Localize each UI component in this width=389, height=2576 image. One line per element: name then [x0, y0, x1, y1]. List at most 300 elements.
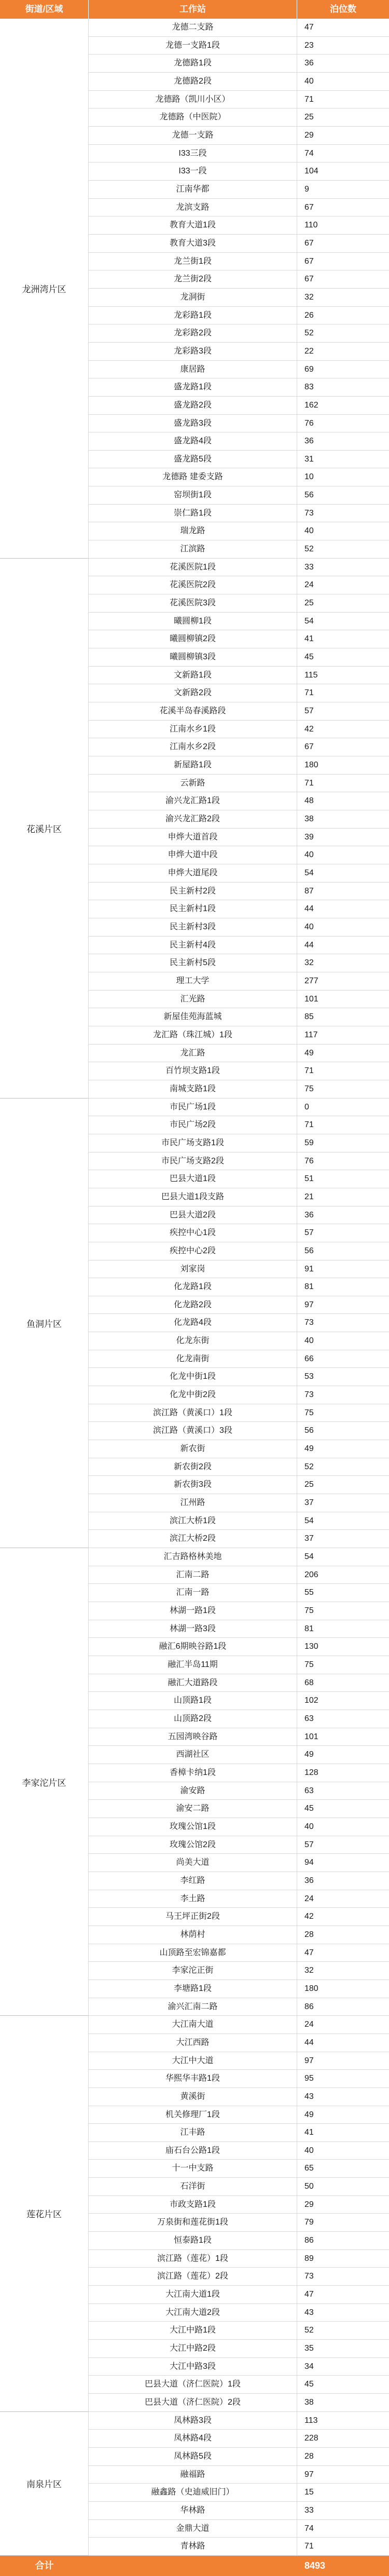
workstation-cell: 新农街: [89, 1440, 297, 1458]
workstation-cell: 大江南大道: [89, 2016, 297, 2033]
workstation-cell: 融福路: [89, 2466, 297, 2484]
workstation-cell: 窑坝街1段: [89, 486, 297, 504]
spaces-cell: 67: [304, 275, 314, 284]
spaces-cell: 36: [304, 437, 314, 446]
spaces-cell: 59: [304, 1138, 314, 1147]
table-row: [89, 937, 389, 955]
workstation-cell: 江州路: [89, 1494, 297, 1512]
workstation-cell: 李塘路1段: [89, 1980, 297, 1998]
spaces-cell: 86: [304, 2236, 314, 2245]
table-row: [89, 613, 389, 631]
table-row: [89, 1045, 389, 1063]
workstation-cell: 民主新村5段: [89, 954, 297, 972]
table-footer: [0, 2556, 389, 2576]
spaces-cell: 43: [304, 2308, 314, 2317]
table-row: [89, 1080, 389, 1099]
table-row: [89, 1764, 389, 1782]
workstation-cell: 盛龙路1段: [89, 378, 297, 396]
spaces-cell: 47: [304, 23, 314, 32]
table-row: [89, 2088, 389, 2106]
workstation-cell: 华林路: [89, 2502, 297, 2519]
workstation-cell: 万泉街和莲花街1段: [89, 2214, 297, 2231]
table-row: [89, 2448, 389, 2466]
spaces-cell: 29: [304, 130, 314, 140]
spaces-cell: 74: [304, 148, 314, 158]
table-row: [89, 991, 389, 1009]
district-cell: 花溪片区: [0, 559, 89, 1099]
spaces-cell: 32: [304, 958, 314, 968]
table-row: [89, 1854, 389, 1872]
workstation-cell: 南城支路1段: [89, 1080, 297, 1098]
table-row: [89, 253, 389, 271]
spaces-cell: 65: [304, 2164, 314, 2173]
table-row: [89, 55, 389, 73]
spaces-cell: 42: [304, 1912, 314, 1921]
spaces-cell: 162: [304, 400, 318, 410]
table-row: [89, 2106, 389, 2124]
table-row: [89, 702, 389, 721]
spaces-cell: 228: [304, 2434, 318, 2443]
spaces-cell: 75: [304, 1606, 314, 1616]
table-row: [89, 721, 389, 739]
spaces-cell: 104: [304, 167, 318, 176]
table-row: [89, 684, 389, 702]
workstation-cell: 市政支路1段: [89, 2196, 297, 2214]
spaces-cell: 47: [304, 2290, 314, 2299]
spaces-cell: 25: [304, 1480, 314, 1489]
table-row: [89, 270, 389, 289]
spaces-cell: 36: [304, 59, 314, 68]
spaces-cell: 41: [304, 2128, 314, 2137]
workstation-cell: 林湖一路3段: [89, 1620, 297, 1638]
spaces-cell: 50: [304, 2182, 314, 2191]
workstation-cell: 民主新村1段: [89, 900, 297, 918]
workstation-cell: 凤林路3段: [89, 2412, 297, 2430]
spaces-cell: 67: [304, 202, 314, 212]
table-row: [89, 648, 389, 667]
workstation-cell: 化龙南街: [89, 1350, 297, 1368]
spaces-cell: 22: [304, 346, 314, 356]
workstation-cell: 玫瑰公馆1段: [89, 1818, 297, 1836]
table-row: [89, 1008, 389, 1026]
spaces-cell: 75: [304, 1408, 314, 1417]
workstation-cell: 市民广场2段: [89, 1116, 297, 1134]
table-row: [89, 522, 389, 540]
spaces-cell: 49: [304, 1048, 314, 1057]
spaces-cell: 44: [304, 904, 314, 914]
workstation-cell: 龙兰街1段: [89, 253, 297, 270]
table-row: [89, 343, 389, 361]
workstation-cell: 华熙华丰路1段: [89, 2070, 297, 2087]
table-row: [89, 667, 389, 685]
table-row: [89, 2430, 389, 2448]
table-row: [89, 1332, 389, 1350]
spaces-cell: 54: [304, 616, 314, 626]
table-row: [89, 918, 389, 937]
workstation-cell: 龙彩路2段: [89, 324, 297, 342]
table-row: [89, 576, 389, 594]
workstation-cell: 黄溪街: [89, 2088, 297, 2106]
table-row: [89, 1260, 389, 1279]
table-row: [89, 2214, 389, 2232]
workstation-cell: 文新路2段: [89, 684, 297, 702]
table-row: [89, 559, 389, 577]
workstation-cell: 渝兴汇南二路: [89, 1998, 297, 2016]
spaces-cell: 52: [304, 545, 314, 554]
table-row: [89, 954, 389, 972]
spaces-cell: 97: [304, 2056, 314, 2065]
district-cell: 鱼洞片区: [0, 1099, 89, 1548]
workstation-cell: 疾控中心1段: [89, 1224, 297, 1242]
workstation-cell: 林荫村: [89, 1926, 297, 1944]
spaces-cell: 37: [304, 1498, 314, 1508]
table-row: [89, 1656, 389, 1674]
table-row: [89, 1980, 389, 1998]
spaces-cell: 95: [304, 2074, 314, 2083]
workstation-cell: 李土路: [89, 1890, 297, 1908]
spaces-cell: 41: [304, 634, 314, 644]
spaces-cell: 81: [304, 1624, 314, 1633]
table-row: [89, 1350, 389, 1368]
spaces-cell: 67: [304, 238, 314, 248]
workstation-cell: 滨江大桥2段: [89, 1530, 297, 1548]
table-row: [89, 738, 389, 756]
spaces-cell: 67: [304, 256, 314, 266]
workstation-cell: 渝安路: [89, 1782, 297, 1800]
table-row: [89, 1386, 389, 1404]
table-row: [89, 1116, 389, 1134]
workstation-cell: 石洋街: [89, 2178, 297, 2195]
spaces-cell: 206: [304, 1570, 318, 1579]
spaces-cell: 42: [304, 724, 314, 734]
workstation-cell: I33一段: [89, 162, 297, 180]
workstation-cell: 化龙路1段: [89, 1278, 297, 1296]
header-workstation: 工作站: [89, 0, 297, 19]
spaces-cell: 63: [304, 1786, 314, 1795]
table-row: [89, 1422, 389, 1440]
spaces-cell: 54: [304, 1552, 314, 1562]
workstation-cell: 滨江路（莲花）1段: [89, 2250, 297, 2268]
spaces-cell: 32: [304, 1966, 314, 1975]
district-cell: 李家沱片区: [0, 1548, 89, 2016]
spaces-cell: 56: [304, 491, 314, 500]
spaces-cell: 31: [304, 454, 314, 464]
spaces-cell: 76: [304, 418, 314, 428]
spaces-cell: 73: [304, 1390, 314, 1400]
header-spaces: 泊位数: [330, 4, 356, 14]
table-row: [89, 2034, 389, 2052]
spaces-cell: 94: [304, 1858, 314, 1867]
table-row: [89, 19, 389, 37]
spaces-cell: 83: [304, 383, 314, 392]
table-row: [89, 2016, 389, 2034]
workstation-cell: 花溪半岛春溪路段: [89, 702, 297, 720]
spaces-cell: 76: [304, 1156, 314, 1165]
spaces-cell: 40: [304, 1822, 314, 1831]
spaces-cell: 21: [304, 1192, 314, 1201]
table-row: [89, 1944, 389, 1962]
workstation-cell: 化龙中街1段: [89, 1368, 297, 1386]
workstation-cell: 化龙路4段: [89, 1314, 297, 1332]
spaces-cell: 29: [304, 2200, 314, 2209]
table-row: [89, 1314, 389, 1332]
workstation-cell: 新屋佳苑海蓝城: [89, 1008, 297, 1026]
table-row: [89, 1872, 389, 1890]
workstation-cell: 市民广场支路2段: [89, 1153, 297, 1170]
spaces-cell: 44: [304, 940, 314, 950]
workstation-cell: 市民广场支路1段: [89, 1134, 297, 1152]
table-row: [89, 1998, 389, 2016]
table-row: [89, 2538, 389, 2556]
total-value: 8493: [304, 2560, 326, 2571]
table-row: [89, 2250, 389, 2268]
workstation-cell: 新屋路1段: [89, 756, 297, 774]
table-row: [89, 1404, 389, 1422]
spaces-cell: 91: [304, 1264, 314, 1273]
table-row: [89, 2394, 389, 2412]
spaces-cell: 49: [304, 1750, 314, 1759]
table-row: [89, 1458, 389, 1476]
total-label: 合计: [35, 2560, 54, 2571]
table-row: [89, 415, 389, 433]
spaces-cell: 73: [304, 508, 314, 518]
workstation-cell: 大江中大道: [89, 2052, 297, 2070]
workstation-cell: 大江南大道2段: [89, 2304, 297, 2322]
workstation-cell: 曦圆柳镇3段: [89, 648, 297, 666]
table-row: [89, 829, 389, 847]
table-row: [89, 2412, 389, 2430]
spaces-cell: 71: [304, 778, 314, 788]
spaces-cell: 180: [304, 761, 318, 770]
spaces-cell: 81: [304, 1282, 314, 1292]
spaces-cell: 40: [304, 850, 314, 860]
spaces-cell: 28: [304, 1930, 314, 1939]
table-row: [89, 145, 389, 163]
table-row: [89, 127, 389, 145]
spaces-cell: 57: [304, 1228, 314, 1238]
workstation-cell: 新农街3段: [89, 1476, 297, 1494]
spaces-cell: 38: [304, 815, 314, 824]
workstation-cell: 龙德路 建委支路: [89, 468, 297, 486]
table-row: [89, 1692, 389, 1710]
spaces-cell: 101: [304, 994, 318, 1004]
table-row: [89, 810, 389, 829]
spaces-cell: 52: [304, 1462, 314, 1471]
workstation-cell: 龙兰街2段: [89, 270, 297, 288]
table-row: [89, 2322, 389, 2340]
header-district: 街道/区域: [0, 0, 89, 19]
spaces-cell: 110: [304, 221, 318, 230]
district-cell: 南泉片区: [0, 2412, 89, 2556]
table-row: [89, 2178, 389, 2196]
spaces-cell: 54: [304, 1516, 314, 1525]
workstation-cell: 民主新村3段: [89, 918, 297, 936]
spaces-cell: 9: [304, 184, 309, 194]
workstation-cell: 林湖一路1段: [89, 1602, 297, 1620]
table-row: [89, 1242, 389, 1260]
table-row: [89, 1296, 389, 1314]
spaces-cell: 49: [304, 1444, 314, 1454]
spaces-cell: 47: [304, 1948, 314, 1957]
spaces-cell: 37: [304, 1534, 314, 1543]
workstation-cell: 市民广场1段: [89, 1099, 297, 1116]
spaces-cell: 101: [304, 1732, 318, 1741]
spaces-cell: 117: [304, 1030, 318, 1039]
spaces-cell: 45: [304, 1804, 314, 1813]
workstation-cell: 文新路1段: [89, 667, 297, 684]
workstation-cell: 大江中路2段: [89, 2340, 297, 2357]
table-row: [89, 505, 389, 523]
workstation-cell: 融汇半岛11期: [89, 1656, 297, 1674]
spaces-cell: 23: [304, 40, 314, 50]
table-row: [89, 181, 389, 199]
workstation-cell: 渝兴龙汇路2段: [89, 810, 297, 828]
table-row: [89, 216, 389, 235]
workstation-cell: 龙汇路: [89, 1045, 297, 1062]
spaces-cell: 97: [304, 2470, 314, 2479]
spaces-cell: 33: [304, 2506, 314, 2515]
workstation-cell: 曦圆柳1段: [89, 613, 297, 630]
workstation-cell: 化龙东街: [89, 1332, 297, 1350]
spaces-cell: 68: [304, 1678, 314, 1687]
table-row: [89, 2502, 389, 2520]
workstation-cell: 尚美大道: [89, 1854, 297, 1872]
workstation-cell: 龙德一支路1段: [89, 37, 297, 55]
workstation-cell: 云新路: [89, 775, 297, 792]
spaces-cell: 25: [304, 113, 314, 122]
table-row: [89, 1206, 389, 1225]
workstation-cell: 汇南二路: [89, 1566, 297, 1584]
table-row: [89, 1962, 389, 1980]
spaces-cell: 45: [304, 653, 314, 662]
spaces-cell: 24: [304, 2020, 314, 2029]
workstation-cell: 申烨大道中段: [89, 846, 297, 864]
workstation-cell: 汇南一路: [89, 1584, 297, 1602]
workstation-cell: 教育大道1段: [89, 216, 297, 234]
spaces-cell: 277: [304, 976, 318, 985]
spaces-cell: 40: [304, 526, 314, 536]
workstation-cell: 曦圆柳镇2段: [89, 630, 297, 648]
spaces-cell: 24: [304, 580, 314, 590]
workstation-cell: 民主新村4段: [89, 937, 297, 954]
spaces-cell: 53: [304, 1372, 314, 1381]
total-spacer: [89, 2556, 297, 2576]
workstation-cell: 滨江大桥1段: [89, 1512, 297, 1530]
table-row: [89, 1170, 389, 1188]
spaces-cell: 39: [304, 832, 314, 842]
workstation-cell: 山顶路至宏锦嘉都: [89, 1944, 297, 1962]
table-row: [89, 594, 389, 613]
spaces-cell: 26: [304, 310, 314, 320]
table-row: [89, 883, 389, 901]
spaces-cell: 75: [304, 1660, 314, 1670]
workstation-cell: 理工大学: [89, 972, 297, 990]
table-row: [89, 1440, 389, 1458]
table-row: [89, 900, 389, 918]
table-row: [89, 1908, 389, 1926]
spaces-cell: 40: [304, 76, 314, 86]
table-row: [89, 91, 389, 109]
workstation-cell: 盛龙路4段: [89, 432, 297, 450]
workstation-cell: 巴县大道1段: [89, 1170, 297, 1188]
spaces-cell: 71: [304, 2542, 314, 2551]
table-row: [89, 2520, 389, 2538]
table-row: [89, 1584, 389, 1602]
workstation-cell: 李家沱正街: [89, 1962, 297, 1980]
workstation-cell: 民主新村2段: [89, 883, 297, 900]
workstation-cell: 刘家岗: [89, 1260, 297, 1278]
workstation-cell: 滨江路（莲花）2段: [89, 2268, 297, 2285]
table-row: [89, 486, 389, 505]
workstation-cell: 巴县大道1段支路: [89, 1188, 297, 1206]
workstation-cell: 花溪医院2段: [89, 576, 297, 594]
workstation-cell: 汇吉路格林美地: [89, 1548, 297, 1566]
table-row: [89, 361, 389, 379]
spaces-cell: 48: [304, 796, 314, 806]
table-row: [89, 2484, 389, 2502]
table-row: [89, 2358, 389, 2376]
workstation-cell: 江南水乡1段: [89, 721, 297, 738]
table-row: [89, 235, 389, 253]
spaces-cell: 56: [304, 1246, 314, 1255]
workstation-cell: 玫瑰公馆2段: [89, 1836, 297, 1854]
spaces-cell: 40: [304, 2146, 314, 2155]
spaces-cell: 71: [304, 1066, 314, 1076]
table-row: [89, 2304, 389, 2322]
table-row: [89, 2340, 389, 2358]
spaces-cell: 15: [304, 2488, 314, 2497]
table-row: [89, 2052, 389, 2070]
workstation-cell: 教育大道3段: [89, 235, 297, 252]
spaces-cell: 69: [304, 364, 314, 374]
workstation-cell: 庙石台公路1段: [89, 2142, 297, 2160]
spaces-cell: 115: [304, 670, 318, 680]
table-row: [89, 1153, 389, 1171]
workstation-cell: 龙洞街: [89, 289, 297, 306]
workstation-cell: 巴县大道2段: [89, 1206, 297, 1224]
workstation-cell: 大江中路3段: [89, 2358, 297, 2376]
table-row: [89, 1638, 389, 1656]
workstation-cell: 江丰路: [89, 2124, 297, 2141]
workstation-cell: 李红路: [89, 1872, 297, 1890]
workstation-cell: 滨江路（黄溪口）3段: [89, 1422, 297, 1440]
workstation-cell: 金鼎大道: [89, 2520, 297, 2538]
spaces-cell: 63: [304, 1714, 314, 1723]
workstation-cell: 香樟卡纳1段: [89, 1764, 297, 1782]
spaces-cell: 97: [304, 1300, 314, 1309]
workstation-cell: 新农街2段: [89, 1458, 297, 1476]
table-row: [89, 2124, 389, 2142]
spaces-cell: 71: [304, 94, 314, 104]
table-row: [89, 1188, 389, 1206]
spaces-cell: 130: [304, 1642, 318, 1651]
spaces-cell: 25: [304, 599, 314, 608]
spaces-cell: 79: [304, 2218, 314, 2227]
spaces-cell: 36: [304, 1876, 314, 1885]
workstation-cell: 盛龙路2段: [89, 397, 297, 414]
table-row: [89, 1278, 389, 1296]
table-row: [89, 2160, 389, 2178]
table-row: [89, 1800, 389, 1818]
spaces-cell: 86: [304, 2002, 314, 2011]
spaces-cell: 180: [304, 1984, 318, 1993]
workstation-cell: 机关修理厂1段: [89, 2106, 297, 2124]
workstation-cell: 康居路: [89, 361, 297, 378]
workstation-cell: 马王坪正街2段: [89, 1908, 297, 1926]
workstation-cell: 巴县大道（济仁医院）1段: [89, 2376, 297, 2393]
table-row: [89, 2268, 389, 2286]
workstation-cell: 渝安二路: [89, 1800, 297, 1818]
